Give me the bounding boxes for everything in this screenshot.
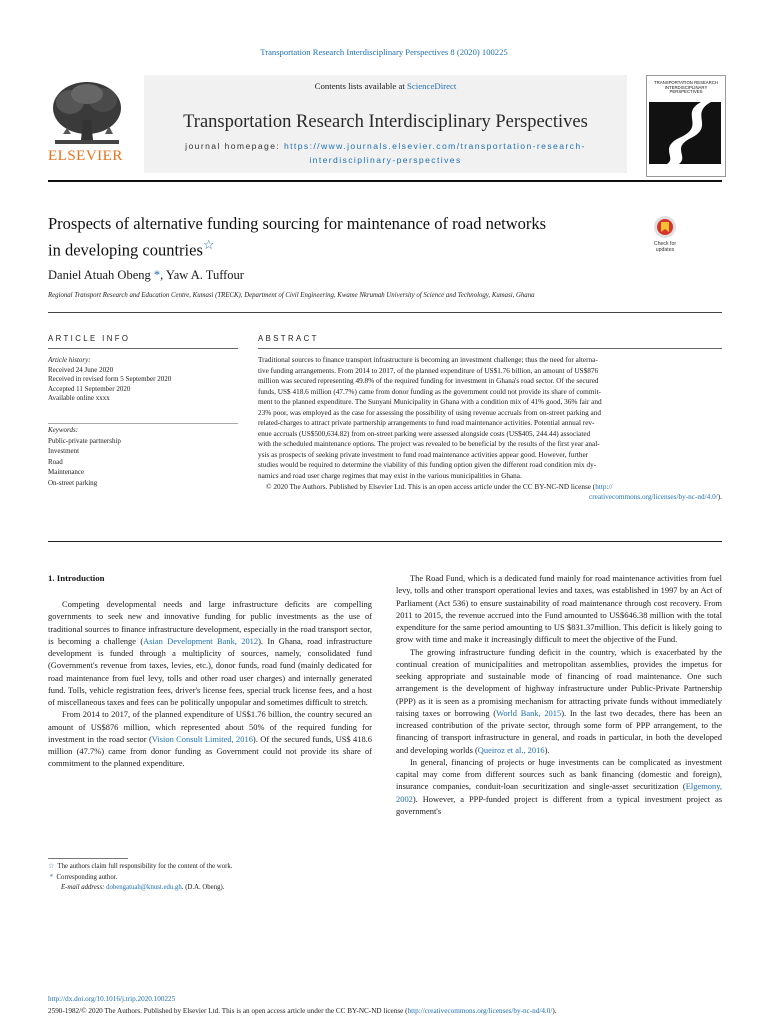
footnote-text: Corresponding author. [56, 873, 118, 881]
badge-text-1: Check for [653, 241, 677, 247]
footnotes [48, 862, 372, 894]
keyword: Public-private partnership [48, 436, 121, 445]
doi-link[interactable]: http://dx.doi.org/10.1016/j.trip.2020.100225 [48, 995, 176, 1003]
article-title [48, 213, 633, 261]
abstract-line: tive funding arrangements. From 2014 to 2017, of the planned expenditure of US$1.76 billion, an amount of US$876 [258, 366, 599, 375]
paragraph [396, 756, 722, 817]
paragraph-text: ). In Ghana, road infrastructure development is funded through a multiplicity of sources, namely, consolidated fund (Government's revenue from taxes, levies, etc.), donor funds, road fund (mainly dedicated for road maintenance from fuel levy, tolls and other road user charges) and internally generated fund. Tolls, vehicle registration fees, driver's license fees, special truck license fees, and a host of miscellaneous taxes and fees can be politically unpopular and sometimes difficult to stretch. [48, 635, 373, 707]
history-label: Article history: [48, 356, 91, 364]
section-heading-introduction: 1. Introduction [48, 573, 105, 583]
paragraph-text: ). [544, 744, 550, 755]
keyword: On-street parking [48, 478, 98, 487]
body-column-right [396, 572, 722, 817]
abstract-line: 23% poor, was employed as the case for assessing the possibility of using revenue accruals from on-street parking and [258, 408, 601, 417]
body-column-left [48, 598, 372, 770]
title-footnote-star[interactable]: ☆ [202, 237, 215, 252]
paragraph [48, 708, 372, 769]
check-updates-icon [648, 214, 682, 254]
abstract-line: ysis as prospects of seeking private investment to fund road maintenance activities appear good. However, further [258, 450, 589, 459]
footnote-1 [48, 862, 372, 873]
abstract-line: enue accruals (US$500,634.82) from on-street parking were assessed alongside costs (US$405, 244.44) associated [258, 429, 591, 438]
paragraph: The Road Fund, which is a dedicated fund mainly for road maintenance activities from fuel levy, tolls and other transport operational levies and taxes, was established in 1997 by an Act of Parliament (Act 536) to ensure sustainability of road maintenance through cost recovery. From 2011 to 2015, the revenue accrued into the Fund amounted to US$646.38 million with the total expenditure for the same period amounting to US $831.37million. This deficit is likely going to grow with time and make it increasingly difficult to meet the objective of the Fund. [396, 573, 722, 645]
footnote-asterisk: * [49, 873, 54, 881]
keyword: Maintenance [48, 468, 85, 477]
author-list [48, 268, 244, 283]
article-title-line-2: in developing countries [48, 240, 203, 260]
keywords [48, 425, 238, 489]
license-link-1[interactable]: http:// [595, 482, 613, 491]
history-item: Available online xxxx [48, 394, 110, 403]
history-item: Accepted 11 September 2020 [48, 384, 131, 393]
sciencedirect-link[interactable]: ScienceDirect [407, 81, 457, 91]
elsevier-wordmark: ELSEVIER [48, 148, 123, 164]
footer-license-suffix: ). [552, 1007, 557, 1015]
copyright-text: © 2020 The Authors. Published by Elsevier Ltd. This is an open access article under the CC BY-NC-ND license ( [266, 482, 596, 491]
corresponding-author-mark[interactable]: * [153, 268, 161, 282]
abstract-license-line [258, 492, 722, 503]
paragraph [396, 646, 722, 756]
citation-link[interactable]: Asian Development Bank, 2012 [143, 635, 259, 646]
citation-link[interactable]: Queiroz et al., 2016 [477, 744, 545, 755]
footnote-email [48, 883, 372, 894]
abstract-body [258, 355, 722, 503]
check-for-updates-badge[interactable] [648, 214, 682, 254]
homepage-url-part-1[interactable]: https://www.journals.elsevier.com/transportation-research- [283, 141, 586, 151]
abstract-line: studies would be required to determine the viability of this funding option given the different road condition mix dy- [258, 461, 597, 470]
keywords-label: Keywords: [48, 426, 79, 434]
abstract-line: funds, US$ 418.6 million (47.7%) came from donor funding as the government could not provide its share of commit- [258, 387, 601, 396]
footer-license-link[interactable]: http://creativecommons.org/licenses/by-nc-nd/4.0/ [407, 1007, 553, 1015]
journal-homepage [150, 139, 621, 167]
paragraph-text: ). Of the secured funds, US$ 418.6 million (47.7%) came from donor funding as Government could not provide its share of commitment to the planned expenditure. [48, 733, 372, 769]
abstract-rule [258, 348, 722, 349]
homepage-label: journal homepage: [185, 141, 284, 151]
history-item: Received in revised form 5 September 2020 [48, 375, 172, 384]
contents-line [144, 81, 627, 91]
article-info-heading: ARTICLE INFO [48, 334, 131, 343]
paragraph [48, 598, 372, 708]
homepage-url-part-2[interactable]: interdisciplinary-perspectives [309, 155, 462, 165]
affiliation: Regional Transport Research and Education Centre, Kumasi (TRECK), Department of Civil Engineering, Kwame Nkrumah University of Science and Technology, Kumasi, Ghana [48, 292, 535, 299]
footnote-star: ☆ [48, 863, 55, 870]
keyword: Investment [48, 447, 80, 456]
paragraph-text: The growing infrastructure funding deficit in the country, which is exacerbated by the continual creation of municipalities and metropolitan assemblies, provides the impetus for seeking appropriate and sustainable mode of financing of road maintenance. One such arrangement is the development of highway infrastructure under Public-Private Partnership (PPP) as it is seen as a promising mechanism for attracting private funds without immediately raising taxes or borrowing ( [396, 646, 722, 718]
author-2[interactable]: , Yaw A. Tuffour [160, 268, 244, 282]
cover-road-graphic [649, 102, 721, 172]
citation-link[interactable]: Vision Consult Limited, 2016 [151, 733, 253, 744]
abstract-heading: ABSTRACT [258, 334, 319, 343]
abstract-line: ment to the planned expenditure. The Sunyani Municipality in Ghana with a condition mix of 41% good, 36% fair and [258, 398, 602, 407]
license-end: ). [717, 493, 722, 502]
journal-title: Transportation Research Interdisciplinary Perspectives [183, 112, 588, 132]
citation-link[interactable]: Elgemony, 2002 [396, 781, 722, 804]
citation-link[interactable]: World Bank, 2015 [496, 707, 562, 718]
header-rule [48, 180, 722, 182]
paragraph-text: Competing developmental needs and large infrastructure deficits are compelling governments to seek new and innovative funding for public investments as the use of traditional sources to finance infrastructure development, especially in the road transport sector, is becoming a challenge ( [48, 599, 372, 646]
abstract-copyright [258, 482, 722, 493]
paragraph-text: ). However, a PPP-funded project is different from a typical investment project as government's [396, 793, 722, 816]
author-1[interactable]: Daniel Atuah Obeng [48, 268, 151, 282]
cover-title: TRANSPORTATION RESEARCH INTERDISCIPLINARY PERSPECTIVES [654, 80, 718, 95]
license-link-2[interactable]: creativecommons.org/licenses/by-nc-nd/4.0/ [589, 493, 718, 502]
journal-reference[interactable]: Transportation Research Interdisciplinary Perspectives 8 (2020) 100225 [260, 47, 508, 57]
email-suffix: . (D.A. Obeng). [181, 884, 225, 891]
abstract-line: namics and road user charge regimes that may exist in the various municipalities in Ghana. [258, 472, 522, 481]
footnote-rule [48, 858, 128, 859]
article-history [48, 356, 238, 404]
contents-prefix: Contents lists available at [314, 81, 407, 91]
paragraph-text: ). In the last two decades, there has been an increased contribution of the private sector, through some form of PPP arrangement, to the financing of transport infrastructure in general, and roads in particular, in both the developed and developing worlds ( [396, 707, 722, 755]
history-item: Received 24 June 2020 [48, 365, 114, 374]
article-title-line-1: Prospects of alternative funding sourcing for maintenance of road networks [48, 214, 547, 233]
email-link[interactable]: dobengatuah@knust.edu.gh [106, 884, 182, 891]
badge-text-2: updates [655, 247, 675, 253]
footer-license [48, 1007, 557, 1015]
footnote-text: The authors claim full responsibility for the content of the work. [57, 863, 233, 870]
email-label: E-mail address: [61, 884, 107, 891]
abstract-line: Traditional sources to finance transport infrastructure is becoming an investment challenge; thus the need for alterna- [258, 356, 598, 364]
paragraph-text: From 2014 to 2017, of the planned expenditure of US$1.76 billion, the country secured an amount of US$876 million, which represented about 50% of the required funding for investment in the road sector ( [48, 709, 372, 744]
paragraph-text: In general, financing of projects or huge investments can be complicated as investment capital may come from different sources such as bank financing (domestic and foreign), insurance companies, conduit-loan securitization and single-asset securitization ( [396, 756, 722, 792]
abstract-line: with the scheduled maintenance options. The project was revealed to be beneficial by the results of the first year anal- [258, 440, 600, 449]
article-info-rule [48, 348, 238, 349]
journal-cover-thumbnail[interactable] [646, 75, 726, 177]
footer-license-text: 2590-1982/© 2020 The Authors. Published by Elsevier Ltd. This is an open access article under the CC BY-NC-ND license ( [48, 1007, 408, 1015]
keyword: Road [48, 457, 63, 466]
abstract-line: related-charges to attract private partnership arrangements to fund road maintenance activities. Potential annual rev- [258, 419, 595, 428]
abstract-line: million was secured representing 49.8% of the required funding for investment in Ghana's road sector. Of the secured [258, 377, 599, 386]
body-rule [48, 541, 722, 542]
affiliation-rule [48, 312, 722, 313]
keywords-rule [48, 423, 238, 424]
footnote-2 [48, 873, 372, 884]
